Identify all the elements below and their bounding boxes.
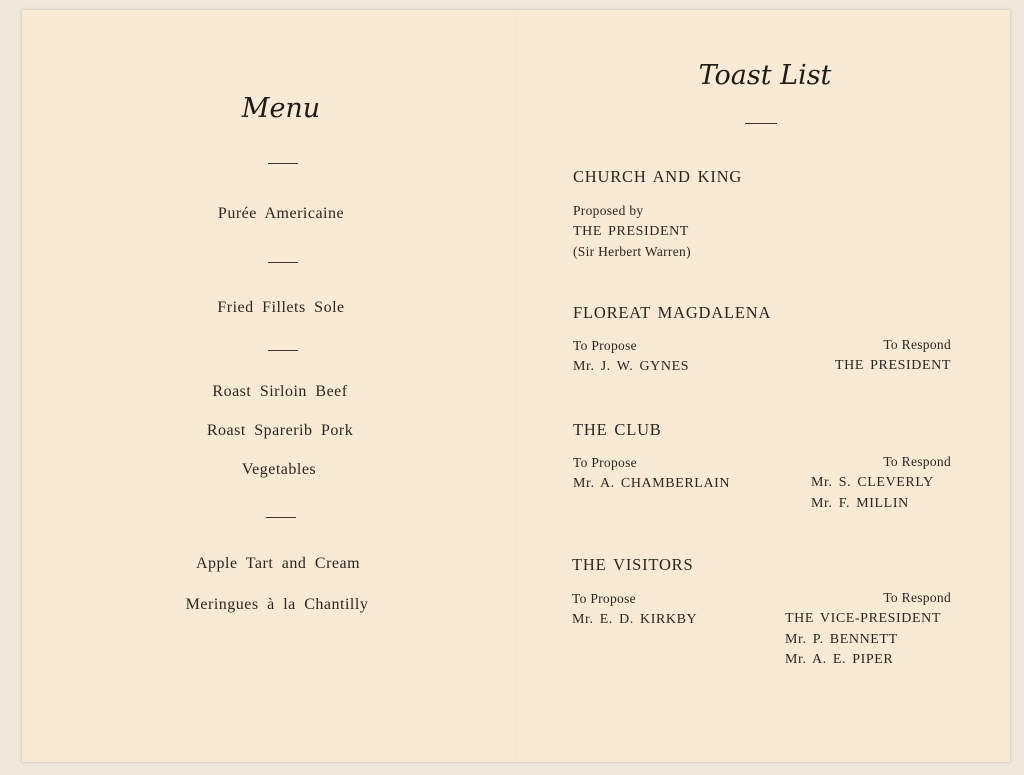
proposer-name: Mr. A. CHAMBERLAIN <box>573 476 731 491</box>
to-propose-label: To Propose <box>573 338 637 353</box>
toast-list-title: Toast List <box>698 60 832 91</box>
toast-heading: FLOREAT MAGDALENA <box>573 303 772 322</box>
menu-item-soup: Purée Americaine <box>217 205 345 222</box>
responder-name: Mr. P. BENNETT <box>785 632 898 647</box>
responder-name: Mr. S. CLEVERLY <box>811 475 934 490</box>
proposer-name: Mr. J. W. GYNES <box>573 359 690 374</box>
menu-divider <box>268 262 298 263</box>
responder-name: Mr. F. MILLIN <box>811 496 909 511</box>
menu-item-vegetables: Vegetables <box>241 461 317 478</box>
menu-item-fish: Fried Fillets Sole <box>217 299 345 316</box>
menu-divider <box>266 517 296 518</box>
to-propose-label: To Propose <box>573 455 637 470</box>
toast-heading: THE VISITORS <box>572 555 694 574</box>
to-respond-label: To Respond <box>883 590 951 605</box>
toast-heading: THE CLUB <box>573 420 662 439</box>
to-respond-label: To Respond <box>883 337 951 352</box>
responder-name: Mr. A. E. PIPER <box>785 652 894 667</box>
toast-list-divider <box>745 123 777 124</box>
proposer-name: Mr. E. D. KIRKBY <box>572 612 698 627</box>
responder-name: THE PRESIDENT <box>835 358 951 373</box>
menu-item-beef: Roast Sirloin Beef <box>212 383 348 400</box>
menu-divider <box>268 163 298 164</box>
menu-title: Menu <box>241 93 321 124</box>
toast-heading: CHURCH AND KING <box>573 167 743 186</box>
menu-item-meringues: Meringues à la Chantilly <box>185 596 369 613</box>
responder-name: THE VICE-PRESIDENT <box>785 611 942 626</box>
to-respond-label: To Respond <box>883 454 951 469</box>
menu-item-pork: Roast Sparerib Pork <box>206 422 354 439</box>
menu-item-tart: Apple Tart and Cream <box>195 555 361 572</box>
card-fold <box>516 10 519 762</box>
proposed-by-label: Proposed by <box>573 203 644 218</box>
menu-divider <box>268 350 298 351</box>
proposer-name: THE PRESIDENT <box>573 224 689 239</box>
to-propose-label: To Propose <box>572 591 636 606</box>
proposer-note: (Sir Herbert Warren) <box>573 244 691 259</box>
